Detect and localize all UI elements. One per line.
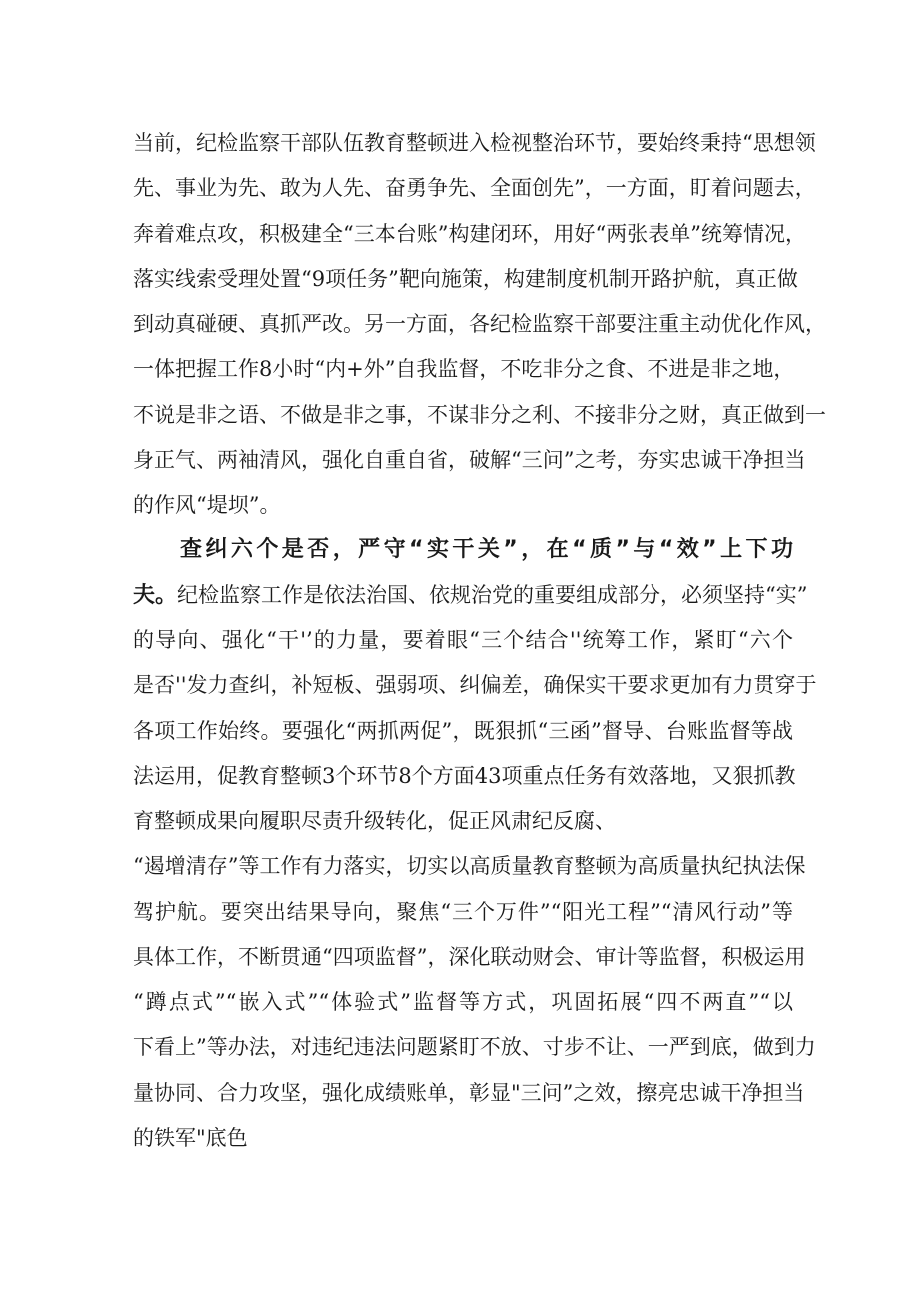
paragraph-1-line-4: 落实线索受理处置“9项任务”靶向施策，构建制度机制开路护航，真正做 — [133, 267, 798, 291]
paragraph-2-line-8: 驾护航。要突出结果导向，聚焦“三个万件”“阳光工程”“清风行动”等 — [133, 900, 793, 924]
paragraph-1-line-9: 的作风“堤坝”。 — [133, 493, 281, 517]
paragraph-1-line-7: 不说是非之语、不做是非之事，不谋非分之利、不接非分之财，真正做到一 — [133, 403, 826, 427]
paragraph-2-heading: 查纠六个是否，严守“实干关”，在“质”与“效”上下功 — [180, 537, 793, 562]
paragraph-2-line-10: “蹲点式”“嵌入式”“体验式”监督等方式，巩固拓展“四不两直”“以 — [133, 990, 793, 1014]
paragraph-1-line-2: 先、事业为先、敢为人先、奋勇争先、全面创先”，一方面，盯着问题去， — [133, 176, 816, 200]
paragraph-1-line-1: 当前，纪检监察干部队伍教育整顿进入检视整治环节，要始终秉持“思想领 — [133, 131, 816, 155]
paragraph-1-line-6: 一体把握工作8小时“内+外”自我监督，不吃非分之食、不进是非之地， — [133, 357, 795, 381]
paragraph-2-line-1-text: 纪检监察工作是依法治国、依规治党的重要组成部分，必须坚持“实” — [177, 583, 808, 607]
paragraph-1-line-8: 身正气、两袖清风，强化自重自省，破解“三问”之考，夯实忠诚干净担当 — [133, 448, 806, 472]
paragraph-2-line-7: “遏增清存”等工作有力落实，切实以高质量教育整顿为高质量执纪执法保 — [133, 854, 806, 878]
paragraph-2-line-2: 的导向、强化“干'’的力量，要着眼“三个结合''统筹工作，紧盯“六个 — [133, 628, 793, 652]
paragraph-2-line-11: 下看上”等办法，对违纪违法问题紧盯不放、寸步不让、一严到底，做到力 — [133, 1035, 816, 1059]
paragraph-2-line-12: 量协同、合力攻坚，强化成绩账单，彰显"三问”之效，擦亮忠诚干净担当 — [133, 1081, 805, 1105]
paragraph-2-line-1 — [133, 580, 808, 611]
paragraph-2-line-5: 法运用，促教育整顿3个环节8个方面43项重点任务有效落地，又狠抓教 — [133, 764, 796, 788]
paragraph-2-line-3: 是否''发力查纠，补短板、强弱项、纠偏差，确保实干要求更加有力贯穿于 — [133, 673, 817, 697]
paragraph-2-line-6: 育整顿成果向履职尽责升级转化，促正风肃纪反腐、 — [133, 809, 616, 833]
paragraph-2-line-13: 的铁军"底色 — [133, 1126, 248, 1150]
paragraph-1-line-5: 到动真碰硬、真抓严改。另一方面，各纪检监察干部要注重主动优化作风， — [133, 312, 826, 336]
paragraph-2-line-4: 各项工作始终。要强化“两抓两促”，既狠抓“三函”督导、台账监督等战 — [133, 719, 793, 743]
paragraph-1-line-3: 奔着难点攻，积极建全“三本台账”构建闭环，用好“两张表单”统筹情况， — [133, 222, 806, 246]
paragraph-2-heading-end: 夫。 — [133, 583, 178, 608]
paragraph-2-line-9: 具体工作，不断贯通“四项监督”，深化联动财会、审计等监督，积极运用 — [133, 945, 806, 969]
